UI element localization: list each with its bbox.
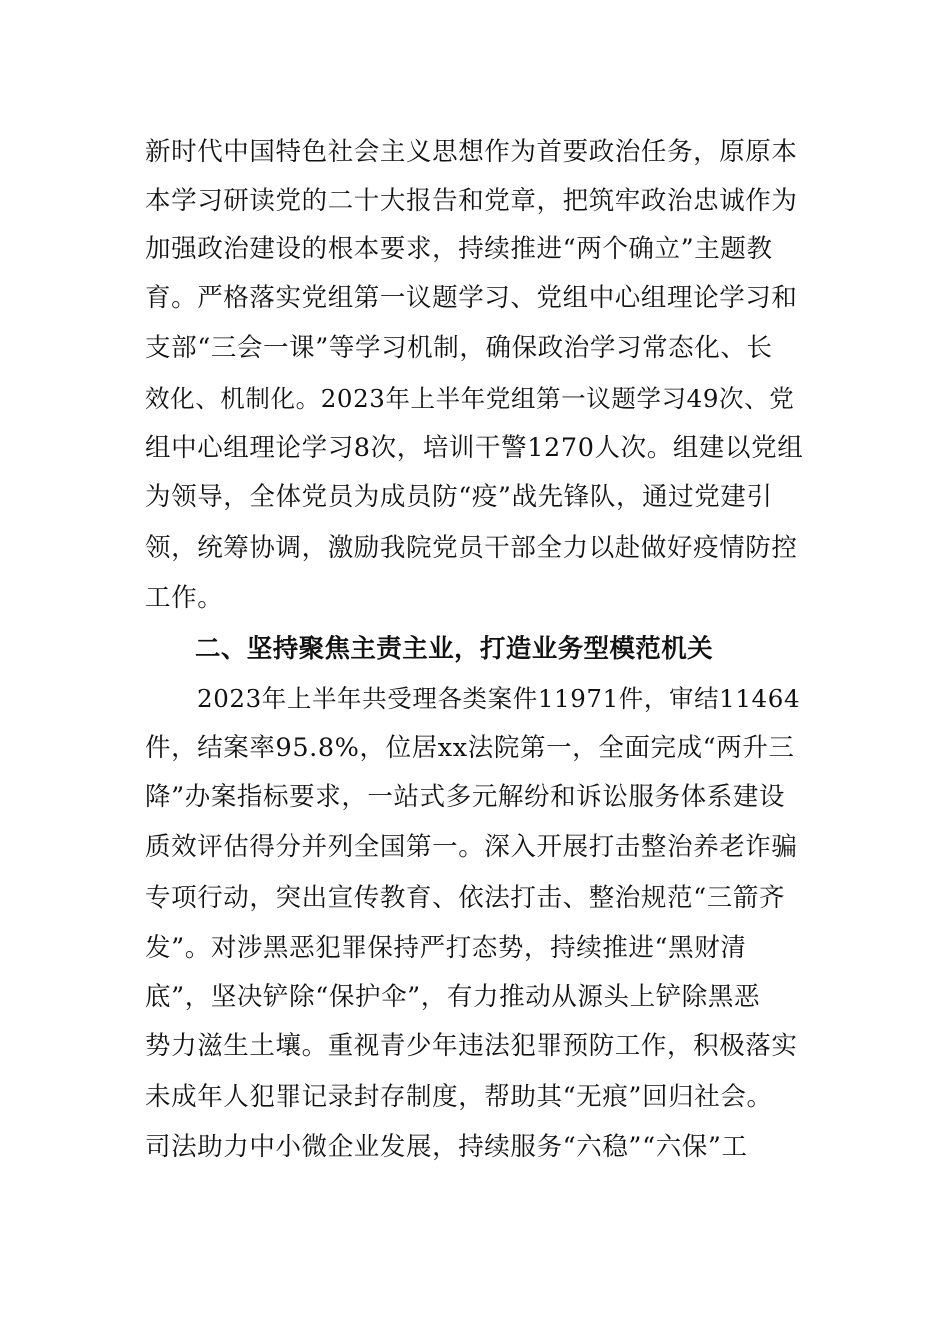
paragraph-2-line-7: 底”，坚决铲除“保护伞”，有力推动从源头上铲除黑恶 — [145, 982, 761, 1012]
paragraph-2-line-4: 质效评估得分并列全国第一。深入开展打击整治养老诈骗 — [145, 832, 798, 862]
paragraph-2-line-8: 势力滋生土壤。重视青少年违法犯罪预防工作，积极落实 — [145, 1031, 798, 1061]
paragraph-1-line-1: 新时代中国特色社会主义思想作为首要政治任务，原原本 — [145, 137, 798, 167]
paragraph-1-line-6: 效化、机制化。2023年上半年党组第一议题学习49次、党 — [145, 384, 795, 413]
paragraph-2-line-1: 2023年上半年共受理各类案件11971件，审结11464 — [197, 684, 801, 713]
paragraph-1-line-4: 育。严格落实党组第一议题学习、党组中心组理论学习和 — [145, 283, 798, 313]
paragraph-2-line-6: 发”。对涉黑恶犯罪保持严打态势，持续推进“黑财清 — [145, 933, 747, 963]
paragraph-1-line-8: 为领导，全体党员为成员防“疫”战先锋队，通过党建引 — [145, 482, 773, 512]
paragraph-2-line-5: 专项行动，突出宣传教育、依法打击、整治规范“三箭齐 — [145, 883, 786, 913]
paragraph-2-line-10: 司法助力中小微企业发展，持续服务“六稳”“六保”工 — [145, 1132, 748, 1162]
paragraph-1-line-5: 支部“三会一课”等学习机制，确保政治学习常态化、长 — [145, 333, 773, 363]
paragraph-2-line-2: 件，结案率95.8%，位居xx法院第一，全面完成“两升三 — [145, 733, 795, 763]
paragraph-2-line-9: 未成年人犯罪记录封存制度，帮助其“无痕”回归社会。 — [145, 1082, 773, 1112]
paragraph-1-line-10: 工作。 — [145, 583, 224, 613]
paragraph-1-line-2: 本学习研读党的二十大报告和党章，把筑牢政治忠诚作为 — [145, 186, 798, 216]
paragraph-2-line-3: 降”办案指标要求，一站式多元解纷和诉讼服务体系建设 — [145, 782, 786, 812]
section-heading: 二、坚持聚焦主责主业，打造业务型模范机关 — [195, 634, 714, 664]
paragraph-1-line-3: 加强政治建设的根本要求，持续推进“两个确立”主题教 — [145, 234, 773, 264]
paragraph-1-line-9: 领，统筹协调，激励我院党员干部全力以赴做好疫情防控 — [145, 533, 798, 563]
paragraph-1-line-7: 组中心组理论学习8次，培训干警1270人次。组建以党组 — [145, 433, 804, 463]
